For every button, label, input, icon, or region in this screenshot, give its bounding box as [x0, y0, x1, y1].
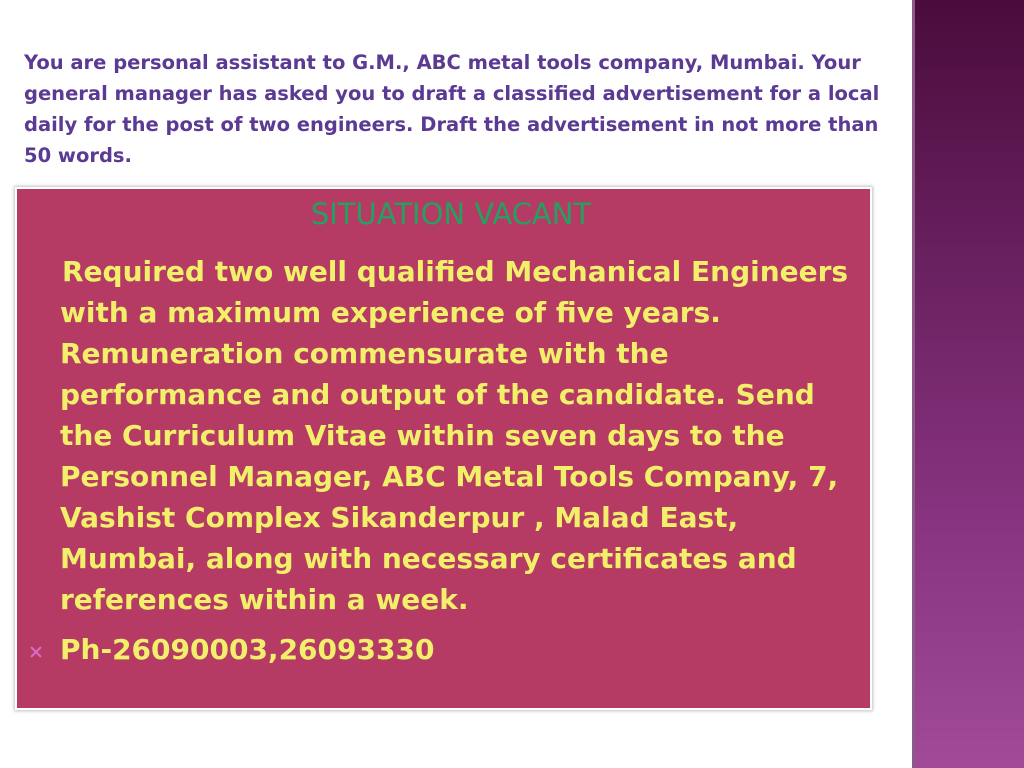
question-text: You are personal assistant to G.M., ABC metal tools company, Mumbai. Your general manager has asked you to draft a classified advertisement for a local daily for the post of two engineers. Draft the advertisement in not more than 50 words. [24, 51, 880, 167]
advertisement-box [15, 187, 872, 710]
x-bullet-icon [29, 645, 43, 659]
decorative-side-stripe [912, 0, 1024, 768]
phone-list-item [29, 629, 434, 670]
advertisement-heading: SITUATION VACANT [310, 197, 592, 231]
advertisement-body: Required two well qualified Mechanical Engineers with a maximum experience of five years. Remuneration commensurate with the performance and output of the candidate. Send the Curriculum Vitae within seven days to the Personnel Manager, ABC Metal Tools Company, 7, Vashist Complex Sikanderpur , Malad East, Mumbai, along with necessary certificates and references within a week. [60, 255, 849, 616]
phone-numbers: Ph-26090003,26093330 [60, 633, 435, 666]
